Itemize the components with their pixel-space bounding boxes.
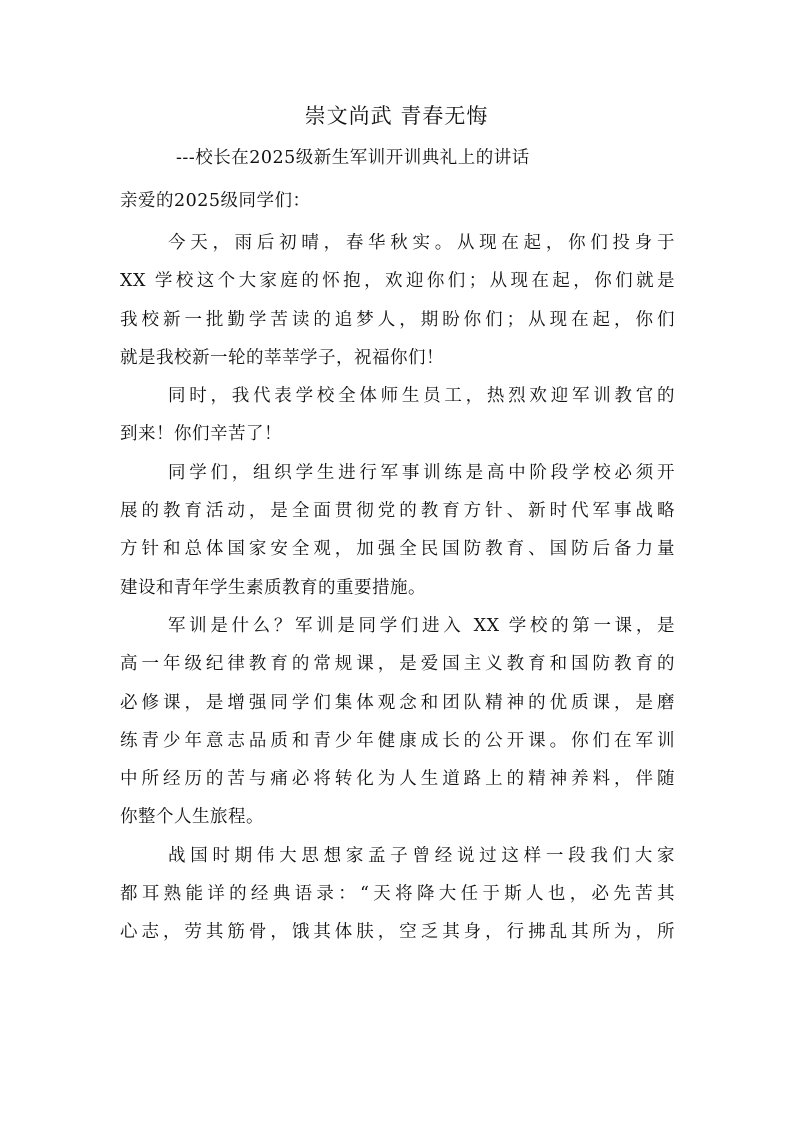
text-line: 中所经历的苦与痛必将转化为人生道路上的精神养料，伴随 — [120, 769, 675, 790]
text-line: 方针和总体国家安全观，加强全民国防教育、国防后备力量 — [120, 539, 675, 560]
text-line: 我校新一批勤学苦读的追梦人，期盼你们；从现在起，你们 — [120, 309, 675, 330]
paragraph — [120, 377, 675, 454]
paragraph — [120, 224, 675, 377]
paragraph — [120, 607, 675, 837]
text-line: 你整个人生旅程。 — [120, 807, 264, 828]
text-line: 同学们，组织学生进行军事训练是高中阶段学校必须开 — [168, 462, 675, 483]
document-subtitle: ---校长在2025级新生军训开训典礼上的讲话 — [176, 148, 530, 168]
text-line: XX 学校这个大家庭的怀抱，欢迎你们；从现在起，你们就是 — [120, 271, 675, 292]
text-line: 都耳熟能详的经典语录：“天将降大任于斯人也，必先苦其 — [120, 884, 675, 905]
paragraph — [120, 454, 675, 607]
text-line: 到来！你们辛苦了！ — [120, 424, 282, 445]
salutation: 亲爱的2025级同学们： — [120, 191, 311, 211]
paragraph — [120, 837, 675, 952]
text-line: 战国时期伟大思想家孟子曾经说过这样一段我们大家 — [168, 845, 675, 866]
speech-body — [120, 224, 675, 952]
document-title: 崇文尚武 青春无悔 — [304, 104, 489, 128]
text-line: 今天，雨后初晴，春华秋实。从现在起，你们投身于 — [168, 233, 675, 253]
text-line: 高一年级纪律教育的常规课，是爱国主义教育和国防教育的 — [120, 654, 675, 675]
text-line: 军训是什么？军训是同学们进入 XX 学校的第一课，是 — [168, 615, 675, 636]
text-line: 展的教育活动，是全面贯彻党的教育方针、新时代军事战略 — [120, 501, 675, 522]
text-line: 建设和青年学生素质教育的重要措施。 — [120, 577, 426, 598]
text-line: 练青少年意志品质和青少年健康成长的公开课。你们在军训 — [120, 730, 675, 751]
text-line: 就是我校新一轮的莘莘学子，祝福你们！ — [120, 347, 444, 368]
text-line: 同时，我代表学校全体师生员工，热烈欢迎军训教官的 — [168, 386, 675, 407]
text-line: 必修课，是增强同学们集体观念和团队精神的优质课，是磨 — [120, 692, 675, 713]
text-line: 心志，劳其筋骨，饿其体肤，空乏其身，行拂乱其所为，所 — [120, 922, 675, 943]
